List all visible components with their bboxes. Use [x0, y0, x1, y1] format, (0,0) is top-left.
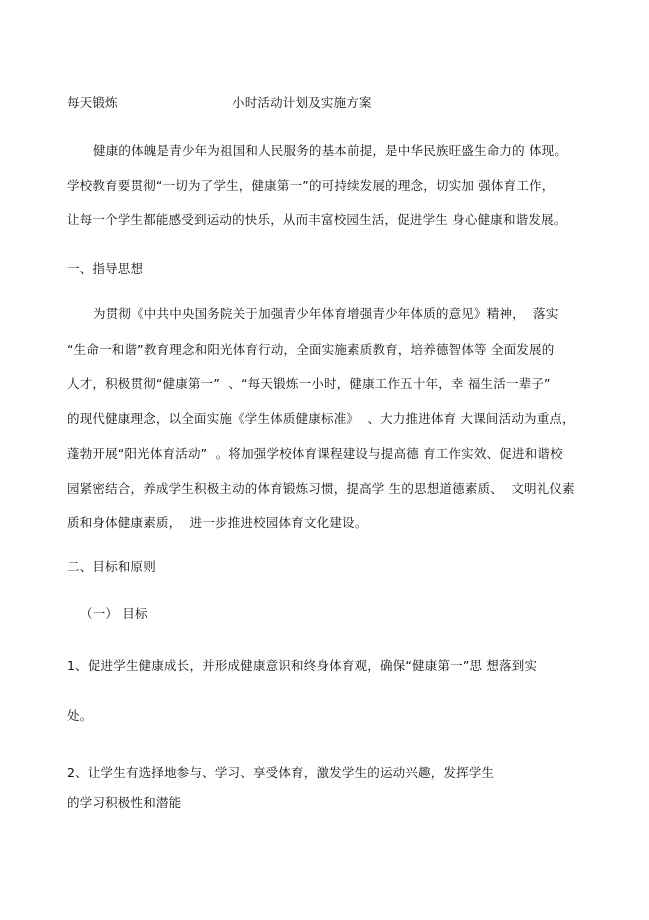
- section1-heading: 一、指导思想: [67, 261, 144, 276]
- section1-line-2: “生命一和谐”教育理念和阳光体育行动，全面实施素质教育，培养德智体等 全面发展的: [67, 342, 555, 357]
- section1-line-4: 的现代健康理念，以全面实施《学生体质健康标准》 、大力推进体育 大课间活动为重点，: [67, 411, 575, 426]
- doc-title-right: 小时活动计划及实施方案: [232, 95, 372, 110]
- goal-item-1-line-2: 处。: [67, 708, 93, 723]
- goal-item-2-line-2: 的学习积极性和潜能: [67, 795, 182, 810]
- goal-item-1-line-1: 1、促进学生健康成长，并形成健康意识和终身体育观，确保“健康第一”思 想落到实: [67, 658, 538, 673]
- section1-line-5: 蓬勃开展“阳光体育活动” 。将加强学校体育课程建设与提高德 育工作实效、促进和谐校: [67, 446, 563, 461]
- section1-line-6: 园紧密结合，养成学生积极主动的体育锻炼习惯，提高学 生的思想道德素质、 文明礼仪素: [67, 481, 575, 496]
- section2-subheading: （一） 目标: [80, 606, 148, 621]
- doc-title-left: 每天锻炼: [67, 95, 118, 110]
- goal-item-2-line-1: 2、让学生有选择地参与、学习、享受体育，激发学生的运动兴趣，发挥学生: [67, 765, 495, 780]
- section1-line-3: 人才，积极贯彻“健康第一” 、“每天锻炼一小时，健康工作五十年，幸 福生活一辈子”: [67, 376, 551, 391]
- intro-line-2: 学校教育要贯彻“一切为了学生，健康第一”的可持续发展的理念，切实加 强体育工作，: [67, 178, 555, 193]
- section1-line-7: 质和身体健康素质， 进一步推进校园体育文化建设。: [67, 515, 368, 530]
- intro-line-1: 健康的体魄是青少年为祖国和人民服务的基本前提，是中华民族旺盛生命力的 体现。: [93, 143, 568, 158]
- intro-line-3: 让每一个学生都能感受到运动的快乐，从而丰富校园生活，促进学生 身心健康和谐发展。: [67, 212, 567, 227]
- section2-heading: 二、目标和原则: [67, 559, 156, 574]
- section1-line-1: 为贯彻《中共中央国务院关于加强青少年体育增强青少年体质的意见》精神， 落实: [93, 306, 559, 321]
